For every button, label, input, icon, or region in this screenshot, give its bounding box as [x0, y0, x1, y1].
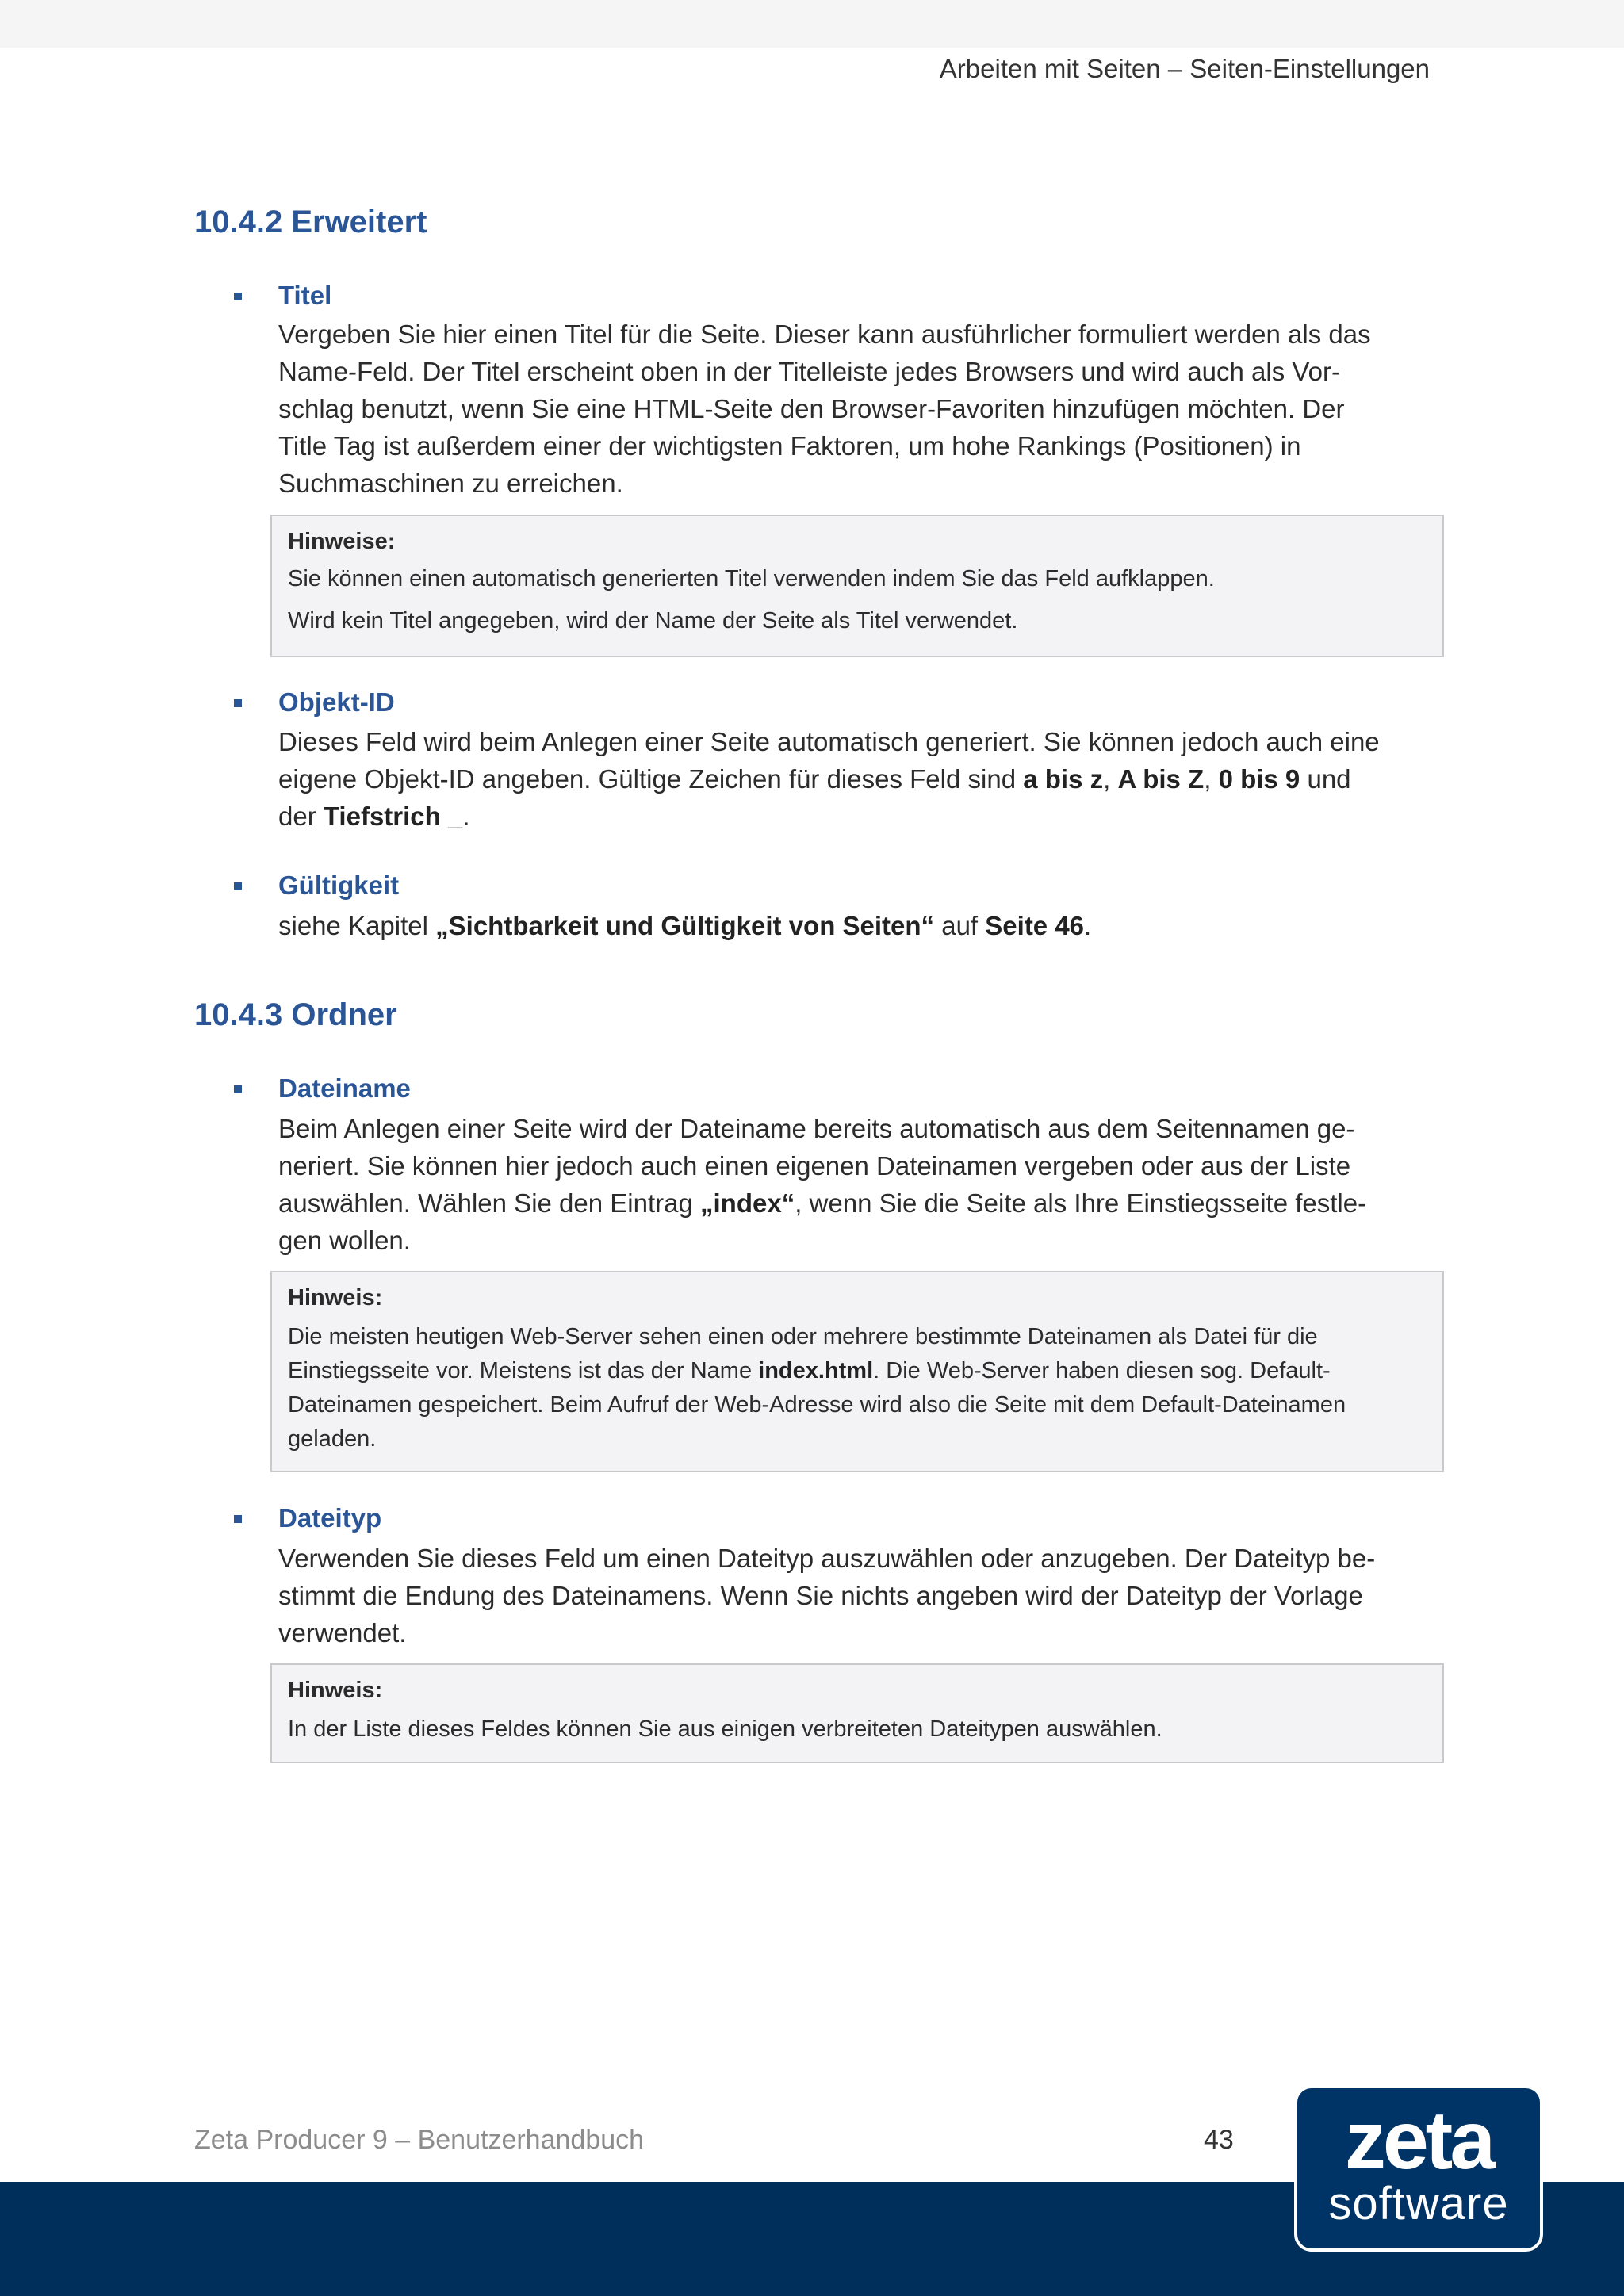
running-header: Arbeiten mit Seiten – Seiten-Einstellungen [939, 54, 1430, 83]
note-line: geladen. [288, 1426, 377, 1452]
note-line: Dateinamen gespeichert. Beim Aufruf der Web-Adresse wird also die Seite mit dem Default-Dateinamen [288, 1392, 1346, 1418]
bullet-icon [234, 699, 242, 707]
section-heading-ordner: 10.4.3 Ordner [194, 997, 397, 1032]
item-title-objekt-id: Objekt-ID [278, 687, 395, 717]
item-body-dateiname: Beim Anlegen einer Seite wird der Dateiname bereits automatisch aus dem Seitennamen ge- neriert. Sie können hier jedoch auch einen eigenen Dateinamen vergeben oder aus der Liste auswählen. Wählen Sie den Eintrag „index“, wenn Sie die Seite als Ihre Einstiegsseite festle- gen wollen. [278, 1114, 1367, 1255]
note-title: Hinweise: [288, 529, 396, 554]
bullet-icon [234, 1085, 242, 1093]
note-title: Hinweis: [288, 1285, 383, 1311]
item-body-objekt-id: Dieses Feld wird beim Anlegen einer Seite automatisch generiert. Sie können jedoch auch eine eigene Objekt-ID angeben. Gültige Zeichen für dieses Feld sind a bis z, A bis Z, 0 bis 9 und der Tiefstrich _. [278, 727, 1380, 831]
item-title-gueltigkeit: Gültigkeit [278, 871, 400, 900]
bullet-icon [234, 882, 242, 890]
note-title: Hinweis: [288, 1678, 383, 1703]
section-heading-erweitert: 10.4.2 Erweitert [194, 205, 427, 239]
note-line: Sie können einen automatisch generierten Titel verwenden indem Sie das Feld aufklappen. [288, 566, 1215, 591]
page-reference: Seite 46 [985, 911, 1085, 940]
zeta-software-logo [1294, 2085, 1543, 2252]
item-title-dateiname: Dateiname [278, 1073, 411, 1103]
item-title-titel: Titel [278, 281, 332, 310]
item-body-titel: Vergeben Sie hier einen Titel für die Seite. Dieser kann ausführlicher formuliert werden als das Name-Feld. Der Titel erscheint oben in der Titelleiste jedes Browsers und wird auch als Vor- schlag benutzt, wenn Sie eine HTML-Seite den Browser-Favoriten hinzufügen möchten. Der Title Tag ist außerdem einer der wichtigsten Faktoren, um hohe Rankings (Positionen) in Suchmaschinen zu erreichen. [278, 320, 1371, 498]
note-line: Wird kein Titel angegeben, wird der Name der Seite als Titel verwendet. [288, 608, 1018, 633]
item-title-dateityp: Dateityp [278, 1503, 382, 1533]
note-line: Die meisten heutigen Web-Server sehen einen oder mehrere bestimmte Dateinamen als Datei für die [288, 1324, 1318, 1349]
bullet-icon [234, 1515, 242, 1523]
logo-subtitle: software [1328, 2178, 1509, 2229]
chapter-reference: „Sichtbarkeit und Gültigkeit von Seiten“ [435, 911, 935, 940]
logo-wordmark: zeta [1344, 2095, 1493, 2187]
item-body-dateityp: Verwenden Sie dieses Feld um einen Dateityp auszuwählen oder anzugeben. Der Dateityp be- stimmt die Endung des Dateinamens. Wenn Sie nichts angeben wird der Dateityp der Vorlage verwendet. [278, 1544, 1376, 1647]
footer-book-title: Zeta Producer 9 – Benutzerhandbuch [194, 2125, 645, 2155]
page-number: 43 [1204, 2125, 1234, 2155]
note-line: Einstiegsseite vor. Meistens ist das der Name index.html. Die Web-Server haben diesen sog. Default- [288, 1358, 1331, 1383]
note-box-dateityp [270, 1663, 1444, 1763]
note-box-dateiname [270, 1271, 1444, 1472]
note-line: In der Liste dieses Feldes können Sie aus einigen verbreiteten Dateitypen auswählen. [288, 1716, 1162, 1742]
item-body-gueltigkeit: siehe Kapitel „Sichtbarkeit und Gültigkeit von Seiten“ auf Seite 46. [278, 911, 1092, 940]
bullet-icon [234, 293, 242, 300]
note-box-titel [270, 515, 1444, 657]
top-band [0, 0, 1624, 48]
